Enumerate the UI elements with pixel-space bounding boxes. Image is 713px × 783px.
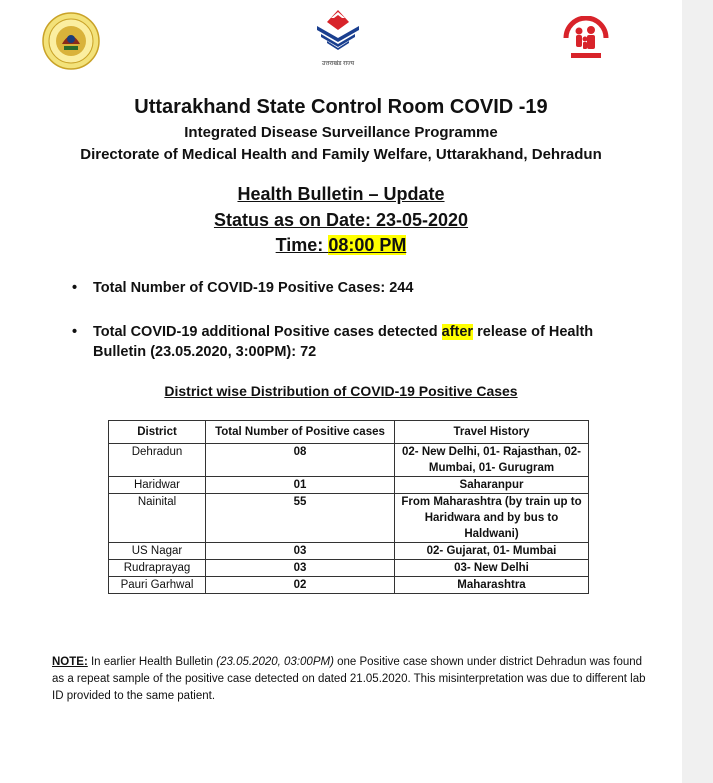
bullet-dot-icon: •	[72, 280, 78, 296]
page-title: Uttarakhand State Control Room COVID -19	[134, 96, 548, 118]
travel-cell: From Maharashtra (by train up to Haridwara and by bus to Haldwani)	[395, 494, 589, 543]
additional-highlight: after	[441, 324, 474, 340]
time-value: 08:00 PM	[328, 235, 407, 255]
cases-cell: 55	[206, 494, 395, 543]
table-row	[109, 577, 589, 594]
cases-cell: 03	[206, 560, 395, 577]
state-emblem-icon	[309, 8, 367, 54]
district-cell: Dehradun	[109, 444, 206, 477]
national-health-mission-icon	[561, 16, 611, 62]
district-cell: Rudraprayag	[109, 560, 206, 577]
note-part2: one Positive case shown under district Dehradun was found as a repeat sample of the positive case detected on dated 21.05.2020. This misinterpretation was due to different lab ID provided to the same patient.	[52, 656, 646, 702]
header-district: District	[109, 421, 206, 444]
note-paragraph	[52, 654, 652, 705]
directorate-name: Directorate of Medical Health and Family Welfare, Uttarakhand, Dehradun	[80, 146, 602, 163]
bulletin-time	[0, 235, 682, 256]
bullet-total-cases	[72, 278, 632, 298]
table-row	[109, 560, 589, 577]
header-travel-history: Travel History	[395, 421, 589, 444]
travel-cell: 02- Gujarat, 01- Mumbai	[395, 543, 589, 560]
table-row	[109, 494, 589, 543]
bulletin-status-date: Status as on Date: 23-05-2020	[213, 210, 469, 230]
emblem-caption: उत्तराखंड राज्य	[321, 61, 355, 67]
cases-cell: 02	[206, 577, 395, 594]
bulletin-heading: Health Bulletin – Update	[237, 184, 445, 204]
cases-cell: 03	[206, 543, 395, 560]
bullet-additional-cases	[72, 322, 632, 362]
program-name: Integrated Disease Surveillance Programme	[184, 124, 498, 141]
travel-cell: 02- New Delhi, 01- Rajasthan, 02- Mumbai, 01- Gurugram	[395, 444, 589, 477]
table-header-row	[109, 421, 589, 444]
travel-cell: 03- New Delhi	[395, 560, 589, 577]
viewer-gutter	[682, 0, 713, 783]
table-row	[109, 444, 589, 477]
district-cell: Haridwar	[109, 477, 206, 494]
additional-cases-text	[93, 322, 632, 362]
health-department-seal-icon	[42, 12, 100, 70]
travel-cell: Saharanpur	[395, 477, 589, 494]
note-italic: (23.05.2020, 03:00PM)	[216, 656, 334, 668]
table-row	[109, 477, 589, 494]
additional-pre: Total COVID-19 additional Positive cases detected	[93, 324, 442, 340]
table-caption: District wise Distribution of COVID-19 Positive Cases	[164, 383, 518, 399]
cases-cell: 08	[206, 444, 395, 477]
travel-cell: Maharashtra	[395, 577, 589, 594]
note-part1: In earlier Health Bulletin	[87, 656, 217, 668]
state-emblem-logo	[309, 8, 367, 67]
district-cell: US Nagar	[109, 543, 206, 560]
additional-post: release of Health Bulletin (23.05.2020, 3:00PM): 72	[93, 324, 594, 360]
bullet-dot-icon: •	[72, 324, 78, 340]
table-row	[109, 543, 589, 560]
note-label: NOTE:	[52, 656, 88, 668]
district-cell: Pauri Garhwal	[109, 577, 206, 594]
district-cell: Nainital	[109, 494, 206, 543]
district-cases-table	[108, 420, 589, 594]
time-label: Time:	[275, 235, 329, 255]
total-cases-text: Total Number of COVID-19 Positive Cases: 244	[93, 280, 414, 296]
header-total-cases: Total Number of Positive cases	[206, 421, 395, 444]
cases-cell: 01	[206, 477, 395, 494]
